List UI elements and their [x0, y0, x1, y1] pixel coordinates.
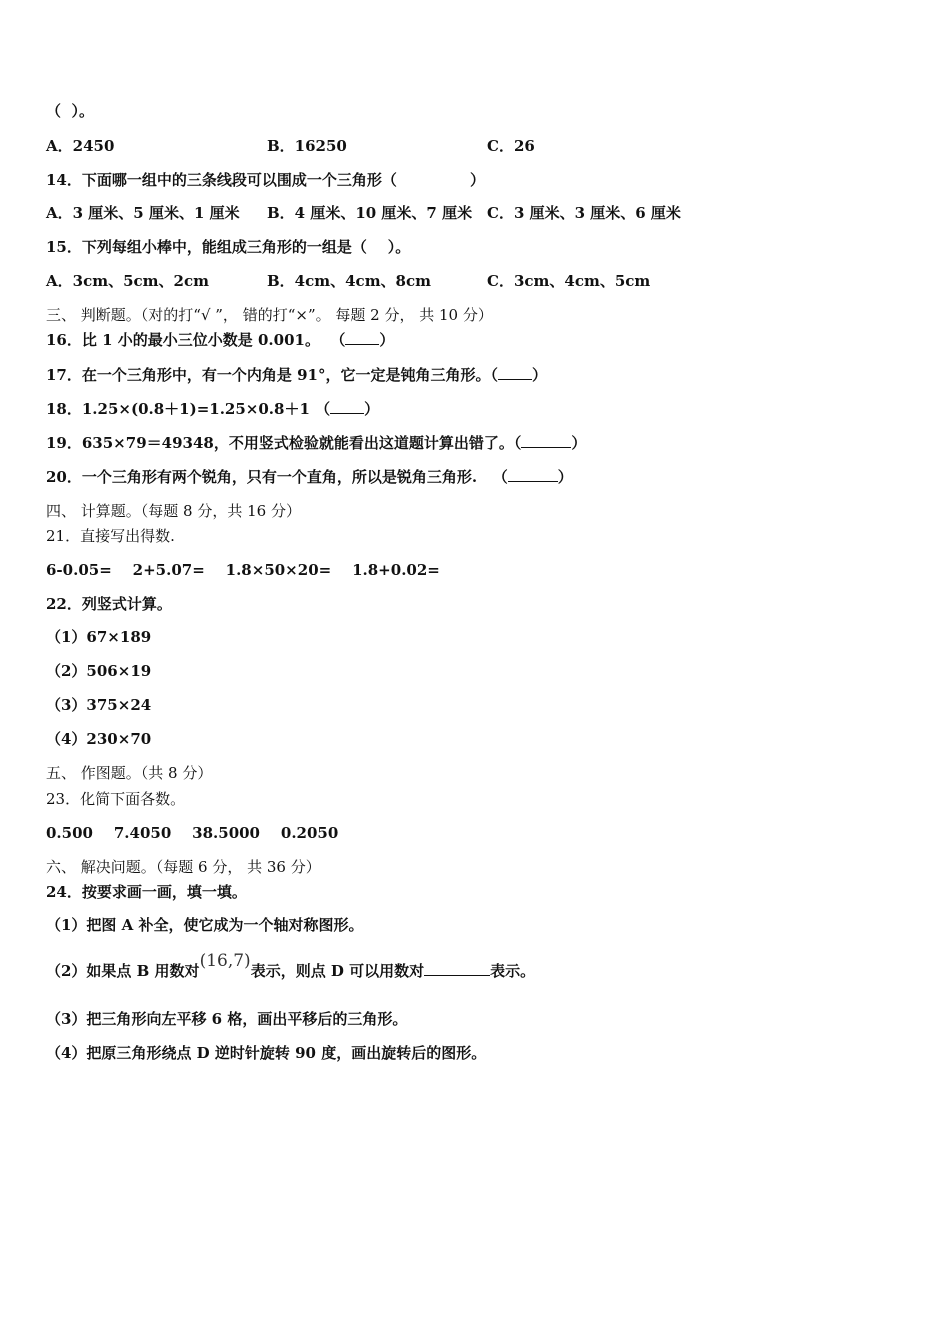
q24-2-end: 表示。 — [490, 962, 536, 980]
question-24: 24．按要求画一画，填一填。 — [46, 883, 247, 901]
question-14: 14．下面哪一组中的三条线段可以围成一个三角形（ ） — [46, 171, 485, 189]
question-13-tail: （ ）。 — [46, 102, 94, 120]
q15-option-b: B．4cm、4cm、8cm — [267, 272, 432, 290]
q15-option-a: A．3cm、5cm、2cm — [46, 272, 209, 290]
coordinate-b: (16,7) — [199, 951, 251, 971]
q22-item-4: （4）230×70 — [46, 730, 152, 748]
q19-answer-blank[interactable] — [521, 433, 571, 448]
q22-item-1: （1）67×189 — [46, 628, 152, 646]
q18-answer-blank[interactable] — [330, 399, 364, 414]
q19-text: 19．635×79＝49348，不用竖式检验就能看出这道题计算出错了。（ — [46, 434, 522, 452]
q23-items: 0.500 7.4050 38.5000 0.2050 — [46, 824, 339, 842]
q24-2-answer-blank[interactable] — [424, 961, 490, 976]
section-4-heading: 四、 计算题。（每题 8 分，共 16 分） — [46, 502, 301, 520]
q22-item-2: （2）506×19 — [46, 662, 152, 680]
q24-2-prefix: （2）如果点 B 用数对 — [46, 962, 200, 980]
question-18 — [46, 399, 379, 419]
question-20 — [46, 467, 573, 487]
question-15: 15．下列每组小棒中，能组成三角形的一组是（ ）。 — [46, 238, 411, 256]
q13-option-a: A．2450 — [46, 137, 115, 155]
q13-option-b: B．16250 — [267, 137, 347, 155]
q20-answer-blank[interactable] — [508, 467, 558, 482]
question-23: 23．化简下面各数。 — [46, 790, 186, 808]
q17-answer-blank[interactable] — [498, 365, 532, 380]
q16-close: ） — [379, 331, 395, 349]
q20-close: ） — [557, 468, 573, 486]
q16-answer-blank[interactable] — [345, 330, 379, 345]
section-5-heading: 五、 作图题。（共 8 分） — [46, 764, 213, 782]
q24-2-middle: 表示，则点 D 可以用数对 — [250, 962, 425, 980]
q18-text: 18．1.25×(0.8＋1)=1.25×0.8＋1 （ — [46, 400, 331, 418]
q18-close: ） — [364, 400, 380, 418]
q13-option-c: C．26 — [487, 137, 535, 155]
question-21: 21．直接写出得数. — [46, 527, 175, 545]
q14-option-c: C．3 厘米、3 厘米、6 厘米 — [487, 204, 681, 222]
q24-item-4: （4）把原三角形绕点 D 逆时针旋转 90 度，画出旋转后的图形。 — [46, 1044, 487, 1062]
q19-close: ） — [571, 434, 587, 452]
section-3-heading: 三、 判断题。（对的打“√ ”， 错的打“×”。 每题 2 分， 共 10 分） — [46, 306, 493, 324]
q17-text: 17．在一个三角形中，有一个内角是 91°，它一定是钝角三角形。（ — [46, 366, 498, 384]
q16-text: 16．比 1 小的最小三位小数是 0.001。 （ — [46, 331, 346, 349]
q15-option-c: C．3cm、4cm、5cm — [487, 272, 651, 290]
q24-item-1: （1）把图 A 补全，使它成为一个轴对称图形。 — [46, 916, 364, 934]
q17-close: ） — [531, 366, 547, 384]
q14-option-b: B．4 厘米、10 厘米、7 厘米 — [267, 204, 473, 222]
q22-item-3: （3）375×24 — [46, 696, 152, 714]
question-19 — [46, 433, 586, 453]
q21-items: 6-0.05= 2+5.07= 1.8×50×20= 1.8+0.02= — [46, 561, 440, 579]
question-17 — [46, 365, 547, 385]
q14-option-a: A．3 厘米、5 厘米、1 厘米 — [46, 204, 240, 222]
q20-text: 20．一个三角形有两个锐角，只有一个直角，所以是锐角三角形. （ — [46, 468, 508, 486]
section-6-heading: 六、 解决问题。（每题 6 分， 共 36 分） — [46, 858, 321, 876]
q24-item-2 — [46, 951, 536, 981]
question-16 — [46, 330, 394, 350]
question-22: 22．列竖式计算。 — [46, 595, 172, 613]
q24-item-3: （3）把三角形向左平移 6 格，画出平移后的三角形。 — [46, 1010, 408, 1028]
